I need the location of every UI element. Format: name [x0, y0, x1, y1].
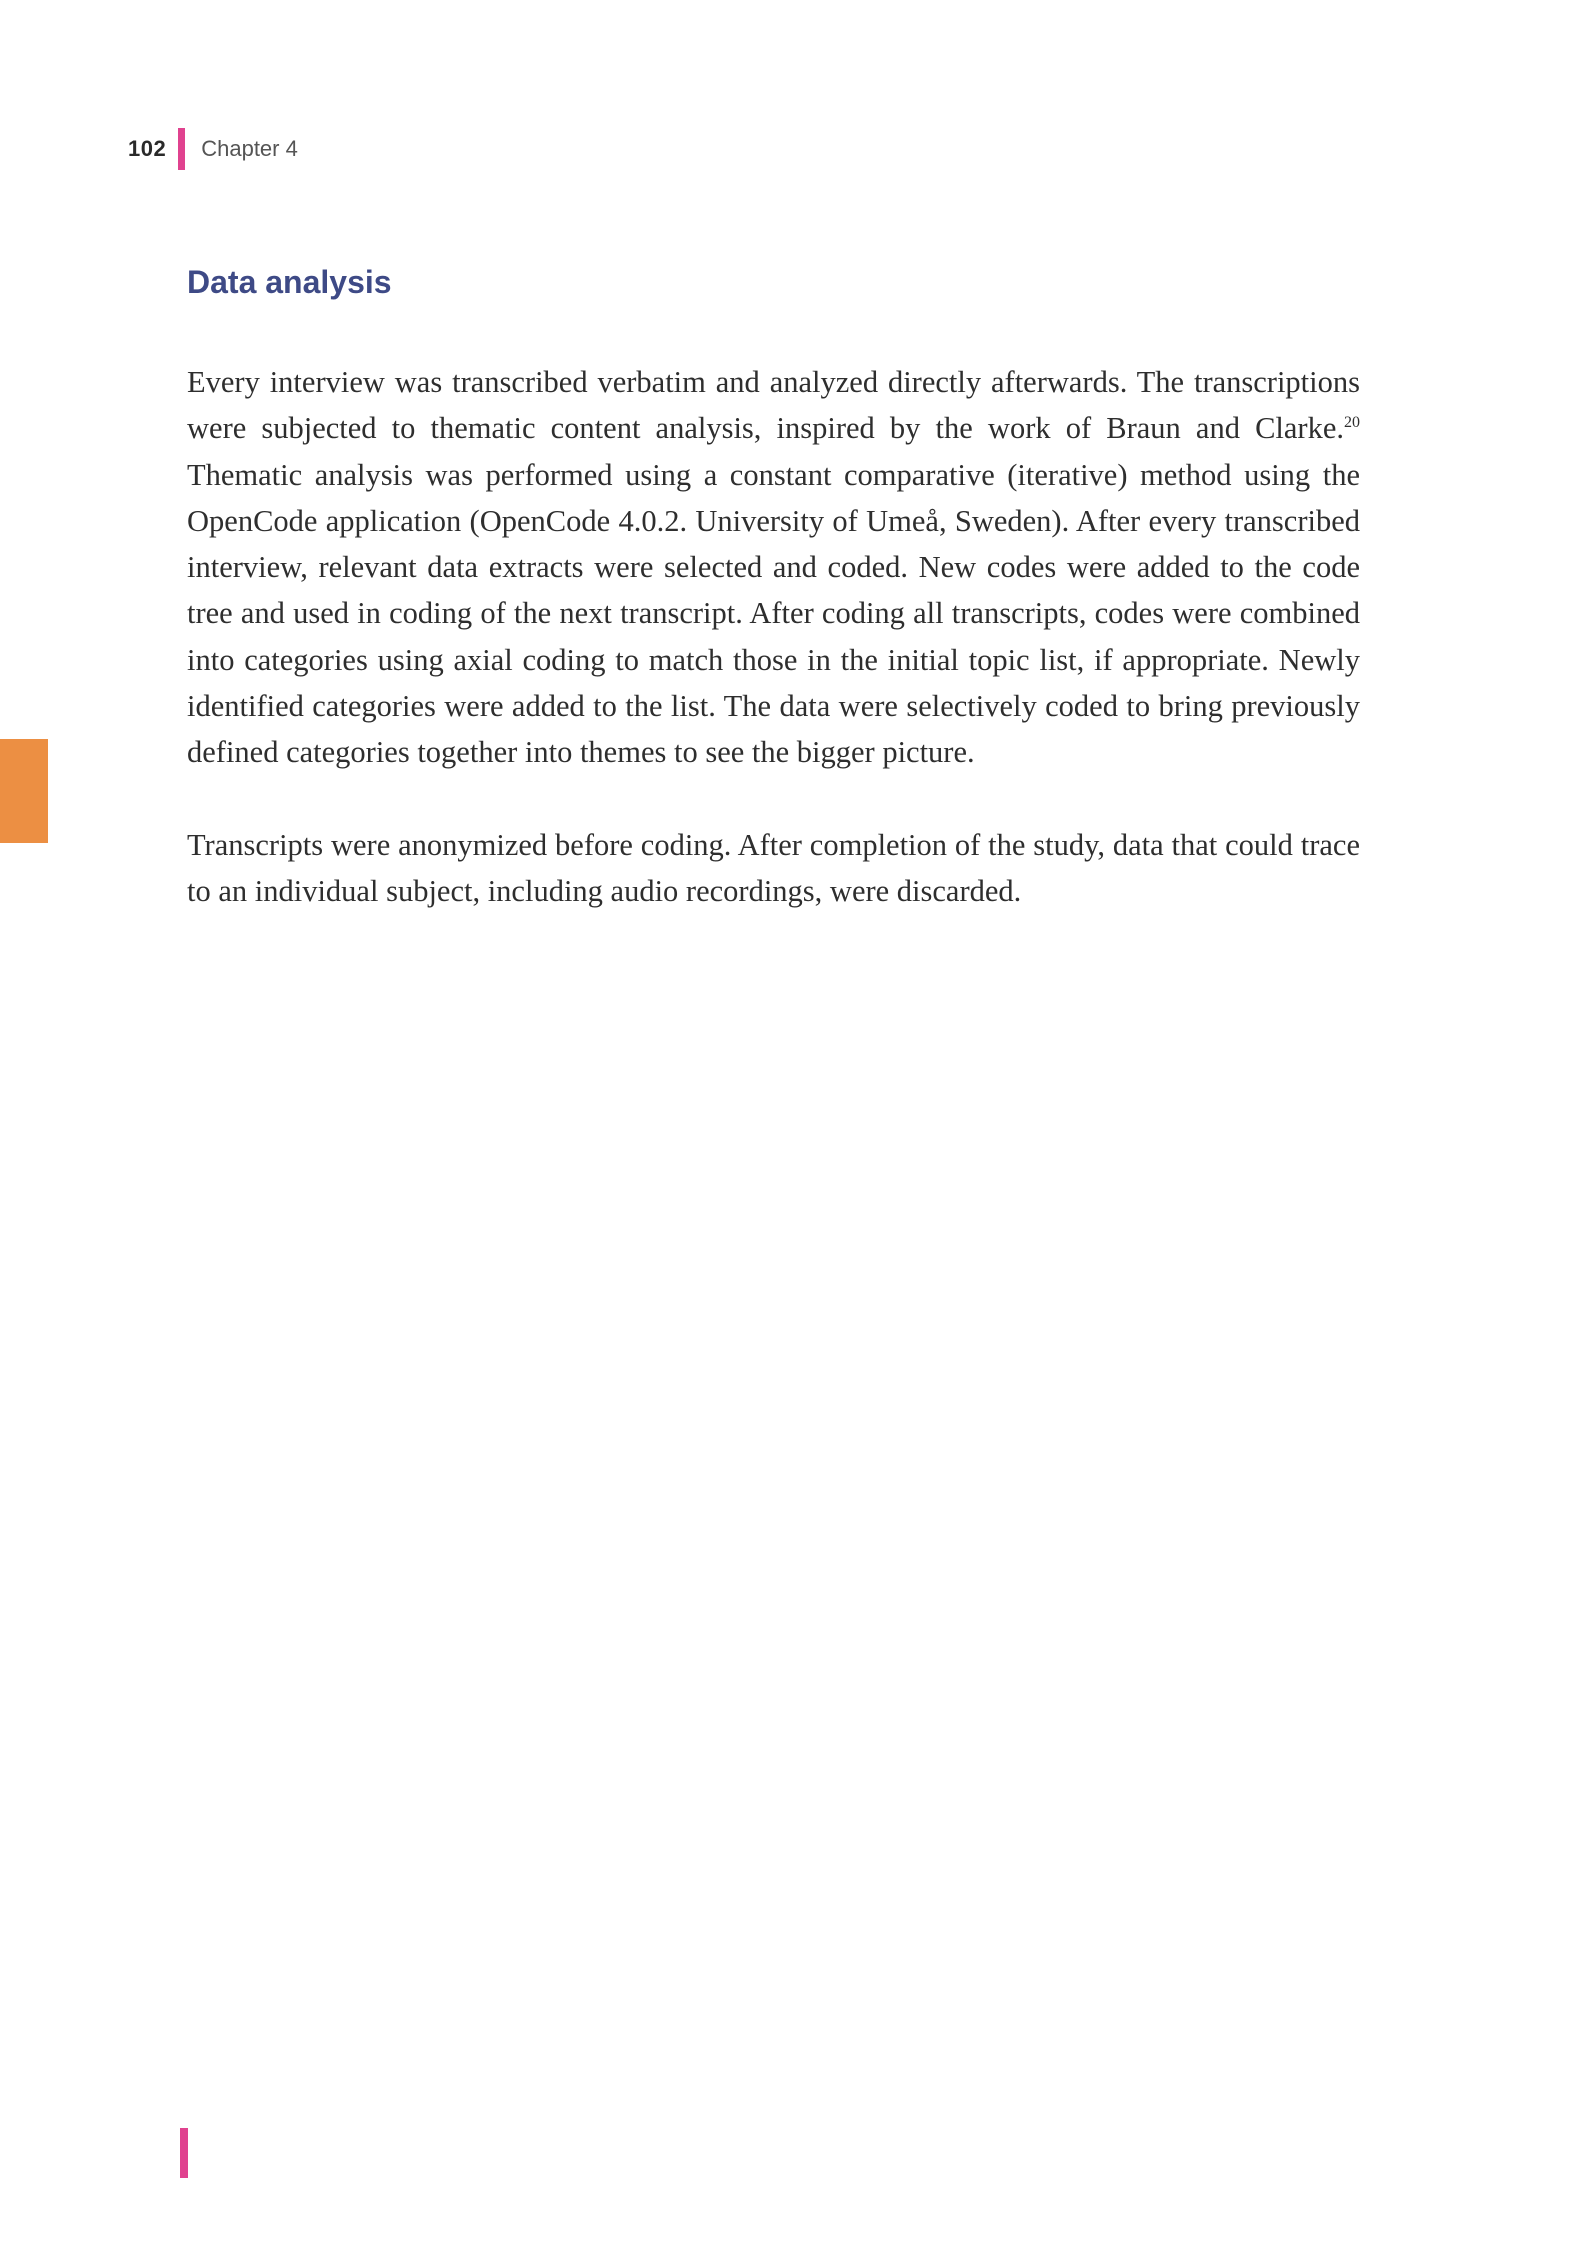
header-accent-bar [178, 128, 185, 170]
chapter-label: Chapter 4 [201, 136, 298, 161]
chapter-side-tab [0, 739, 48, 843]
running-header [128, 128, 298, 170]
reference-superscript: 20 [1344, 414, 1360, 432]
footer-accent-bar [180, 2128, 188, 2178]
paragraph-text-end: Thematic analysis was performed using a constant comparative (iterative) method using the OpenCode application (OpenCode 4.0.2. University of Umeå, Sweden). After every transcribed interview, relevant data extracts were selected and coded. New codes were added to the code tree and used in coding of the next transcript. After coding all transcripts, codes were combined into categories using axial coding to match those in the initial topic list, if appropriate. Newly identified categories were added to the list. The data were selectively coded to bring previously defined categories together into themes to see the bigger picture. [187, 457, 1360, 770]
paragraph-anonymization: Transcripts were anonymized before coding. After completion of the study, data that could trace to an individual subject, including audio recordings, were discarded. [187, 828, 1360, 909]
section-heading: Data analysis [187, 264, 392, 300]
page-number: 102 [128, 136, 167, 161]
paragraph-data-analysis [187, 359, 1360, 776]
paragraph-text-start: Every interview was transcribed verbatim and analyzed directly afterwards. The transcriptions were subjected to thematic content analysis, inspired by the work of Braun and Clarke. [187, 365, 1360, 446]
